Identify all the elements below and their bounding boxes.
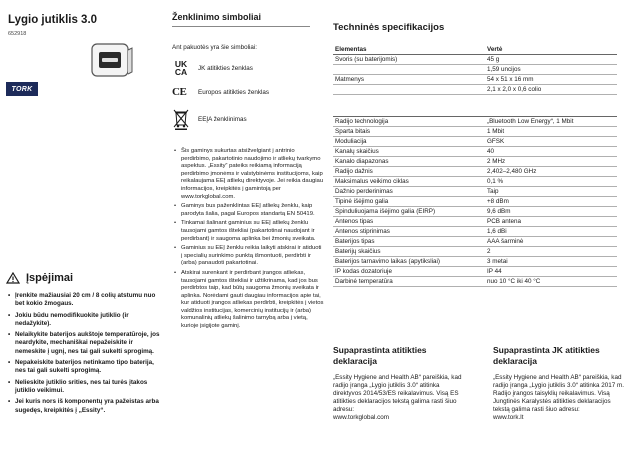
ukca-mark-line: CA <box>174 67 188 77</box>
spec-name: Dažnio perderinimas <box>333 187 485 197</box>
ce-mark-icon: CE <box>172 86 187 98</box>
specs-table-radio <box>333 116 617 287</box>
symbols-intro: Ant pakuotės yra šie simboliai: <box>172 44 258 51</box>
info-item: • Šis gaminys sukurtas atsižvelgiant į antrinio perdirbimo, pakartotinio naudojimo ir atliekų tvarkymo aspektus. „Essity“ pateiks reikiamą informaciją perdirbimo įmonėms ir valstybinėms institucijoms, kaip reikalaujama EEĮ atliekų direktyvoje. Jei reikia daugiau informacijos, kreipkitės į gamintoją per www.torkglobal.com. <box>174 148 324 201</box>
spec-value: 1,6 dBi <box>485 227 617 237</box>
spec-name: Spinduliuojama išėjimo galia (EIRP) <box>333 207 485 217</box>
spec-name: Kanalų skaičius <box>333 147 485 157</box>
symbol-ce-row <box>172 86 269 98</box>
table-row <box>333 197 617 207</box>
column-header: Vertė <box>485 45 617 55</box>
spec-value: 1 Mbit <box>485 127 617 137</box>
spec-name: Baterijų skaičius <box>333 247 485 257</box>
table-row <box>333 75 617 85</box>
warning-icon <box>6 272 20 284</box>
warning-item: • Nelieskite jutiklio srities, nes tai turės įtakos jutiklio veikimui. <box>8 379 163 396</box>
spec-value: PCB antena <box>485 217 617 227</box>
info-item: • Gaminys bus paženklintas EEĮ atliekų ženklu, kaip parodyta šalia, pagal Europos standartą EN 50419. <box>174 203 324 218</box>
table-row <box>333 167 617 177</box>
ukca-mark-line: UK <box>174 58 188 69</box>
spec-value: +8 dBm <box>485 197 617 207</box>
column-header: Elementas <box>333 45 485 55</box>
spec-name: Maksimalus veikimo ciklas <box>333 177 485 187</box>
spec-value: Taip <box>485 187 617 197</box>
table-row <box>333 257 617 267</box>
tork-logo: TORK <box>6 82 38 96</box>
info-item: • Atskirai surenkant ir perdirbant įrangos atliekas, tausojami gamtos ištekliai ir užtikrinama, kad jos bus perdirbtos taip, kad būtų saugoma žmonių sveikata ir aplinka. Norėdami gauti daugiau informacijos apie tai, kur atiduoti įrangos atliekas perdirbti, kreipkitės į vietos valdžios institucijas, komercinių institucijų ir (arba) komunalinių atliekų šalinimo tarnybą arba į vietą, kurioje įsigijote gaminį. <box>174 270 324 331</box>
spec-value: 3 metai <box>485 257 617 267</box>
spec-name <box>333 85 485 95</box>
table-row <box>333 187 617 197</box>
symbol-ukca-row <box>172 58 253 78</box>
spec-value: 1,59 uncijos <box>485 65 617 75</box>
declaration-text: „Essity Hygiene and Health AB“ pareiškia, kad radijo įranga „Lygio jutiklis 3.0“ atitinka direktyvos 2014/53/ES reikalavimus. Visą ES atitikties deklaracijos tekstą galima rasti šiuo adresu: <box>333 374 462 413</box>
spec-value: 2 MHz <box>485 157 617 167</box>
warning-item: • Įrenkite mažiausiai 20 cm / 8 colių atstumu nuo bet kokio žmogaus. <box>8 292 163 309</box>
page-title: Lygio jutiklis 3.0 <box>8 14 98 26</box>
table-row <box>333 117 617 127</box>
spec-name: Tipinė išėjimo galia <box>333 197 485 207</box>
spec-value: „Bluetooth Low Energy“, 1 Mbit <box>485 117 617 127</box>
spec-value: 54 x 51 x 16 mm <box>485 75 617 85</box>
table-row <box>333 147 617 157</box>
declaration-link[interactable]: www.tork.lt <box>493 414 524 421</box>
table-row <box>333 177 617 187</box>
symbol-weee-row <box>172 108 247 130</box>
spec-name: Antenos stiprinimas <box>333 227 485 237</box>
declaration-title: Supaprastinta atitikties deklaracija <box>333 345 427 366</box>
warning-item: • Nelaikykite baterijos aukštoje temperatūroje, jos neardykite, mechaniškai nepažeiskite ir nemeskite į ugnį, nes tai gali sukelti sprogimą. <box>8 331 163 356</box>
symbol-label: EEĮA ženklinimas <box>198 115 247 123</box>
spec-value: AAA šarminė <box>485 237 617 247</box>
symbol-label: JK atitikties ženklas <box>198 64 253 72</box>
spec-name: Sparta bitais <box>333 127 485 137</box>
table-row <box>333 217 617 227</box>
table-row <box>333 55 617 65</box>
spec-value: 45 g <box>485 55 617 65</box>
spec-name: Baterijos tipas <box>333 237 485 247</box>
spec-name: Antenos tipas <box>333 217 485 227</box>
table-row <box>333 277 617 287</box>
warning-item: • Nepakeiskite baterijos netinkamo tipo baterija, nes tai gali sukelti sprogimą. <box>8 359 163 376</box>
specs-table-physical <box>333 45 617 95</box>
spec-name: IP kodas dozatoriuje <box>333 267 485 277</box>
spec-name: Darbinė temperatūra <box>333 277 485 287</box>
table-row <box>333 227 617 237</box>
symbol-label: Europos atitikties ženklas <box>198 88 270 96</box>
product-code: 652918 <box>8 31 27 37</box>
eu-declaration <box>333 345 468 422</box>
spec-value: 40 <box>485 147 617 157</box>
spec-value: 2,1 x 2,0 x 0,6 colio <box>485 85 617 95</box>
warnings-heading <box>6 272 73 284</box>
spec-name: Baterijos tarnavimo laikas (apytiksliai) <box>333 257 485 267</box>
table-row <box>333 85 617 95</box>
spec-name: Moduliacija <box>333 137 485 147</box>
spec-name: Matmenys <box>333 75 485 85</box>
declaration-title: Supaprastinta JK atitikties deklaracija <box>493 345 600 366</box>
table-row <box>333 137 617 147</box>
declaration-body <box>493 374 628 422</box>
section-divider <box>172 26 310 27</box>
spec-value: 9,6 dBm <box>485 207 617 217</box>
sensor-device-image <box>86 38 134 82</box>
spec-name: Radijo technologija <box>333 117 485 127</box>
info-item: • Gaminius su EEĮ ženklu reikia laikyti atskirai ir atiduoti į specialių surinkimo punktą išmontuoti, perdirbti ir (arba) panaudoti pakartotinai. <box>174 245 324 268</box>
table-row <box>333 237 617 247</box>
spec-value: IP 44 <box>485 267 617 277</box>
spec-name: Radijo dažnis <box>333 167 485 177</box>
specs-title: Techninės specifikacijos <box>333 22 445 33</box>
symbols-title: Ženklinimo simboliai <box>172 12 262 22</box>
declaration-text: „Essity Hygiene and Health AB“ pareiškia, kad radijo įranga „Lygio jutiklis 3.0“ atitinka 2017 m. Radijo įrangos taisyklių reikalavimus. Visą Jungtinės Karalystės atitikties deklaracijos tekstą galima rasti šiuo adresu: <box>493 374 625 413</box>
spec-name: Kanalo diapazonas <box>333 157 485 167</box>
table-row <box>333 127 617 137</box>
declaration-body <box>333 374 468 422</box>
table-row <box>333 267 617 277</box>
spec-value: GFSK <box>485 137 617 147</box>
spec-value: 0,1 % <box>485 177 617 187</box>
spec-value: nuo 10 °C iki 40 °C <box>485 277 617 287</box>
warning-item: • Jei kuris nors iš komponentų yra pažeistas arba sugedęs, kreipkitės į „Essity“. <box>8 398 163 415</box>
warning-item: • Jokiu būdu nemodifikuokite jutiklio (ir nedažykite). <box>8 312 163 329</box>
weee-bin-icon <box>172 108 190 130</box>
warnings-title: Įspėjimai <box>26 272 74 284</box>
spec-name: Svoris (su baterijomis) <box>333 55 485 65</box>
table-row <box>333 207 617 217</box>
table-row <box>333 247 617 257</box>
uk-declaration <box>493 345 628 422</box>
spec-value: 2,402–2,480 GHz <box>485 167 617 177</box>
warnings-list <box>8 292 163 418</box>
table-header-row <box>333 45 617 55</box>
declaration-link[interactable]: www.torkglobal.com <box>333 414 389 421</box>
table-row <box>333 157 617 167</box>
spec-name <box>333 65 485 75</box>
table-row <box>333 65 617 75</box>
info-item: • Tinkamai šalinant gaminius su EEĮ atliekų ženklu tausojami gamtos ištekliai (pakartotinai naudojant ir perdirbant) ir saugoma aplinka bei žmonių sveikata. <box>174 220 324 243</box>
disposal-info-list <box>174 148 324 333</box>
spec-value: 2 <box>485 247 617 257</box>
ukca-mark-icon <box>172 58 190 78</box>
